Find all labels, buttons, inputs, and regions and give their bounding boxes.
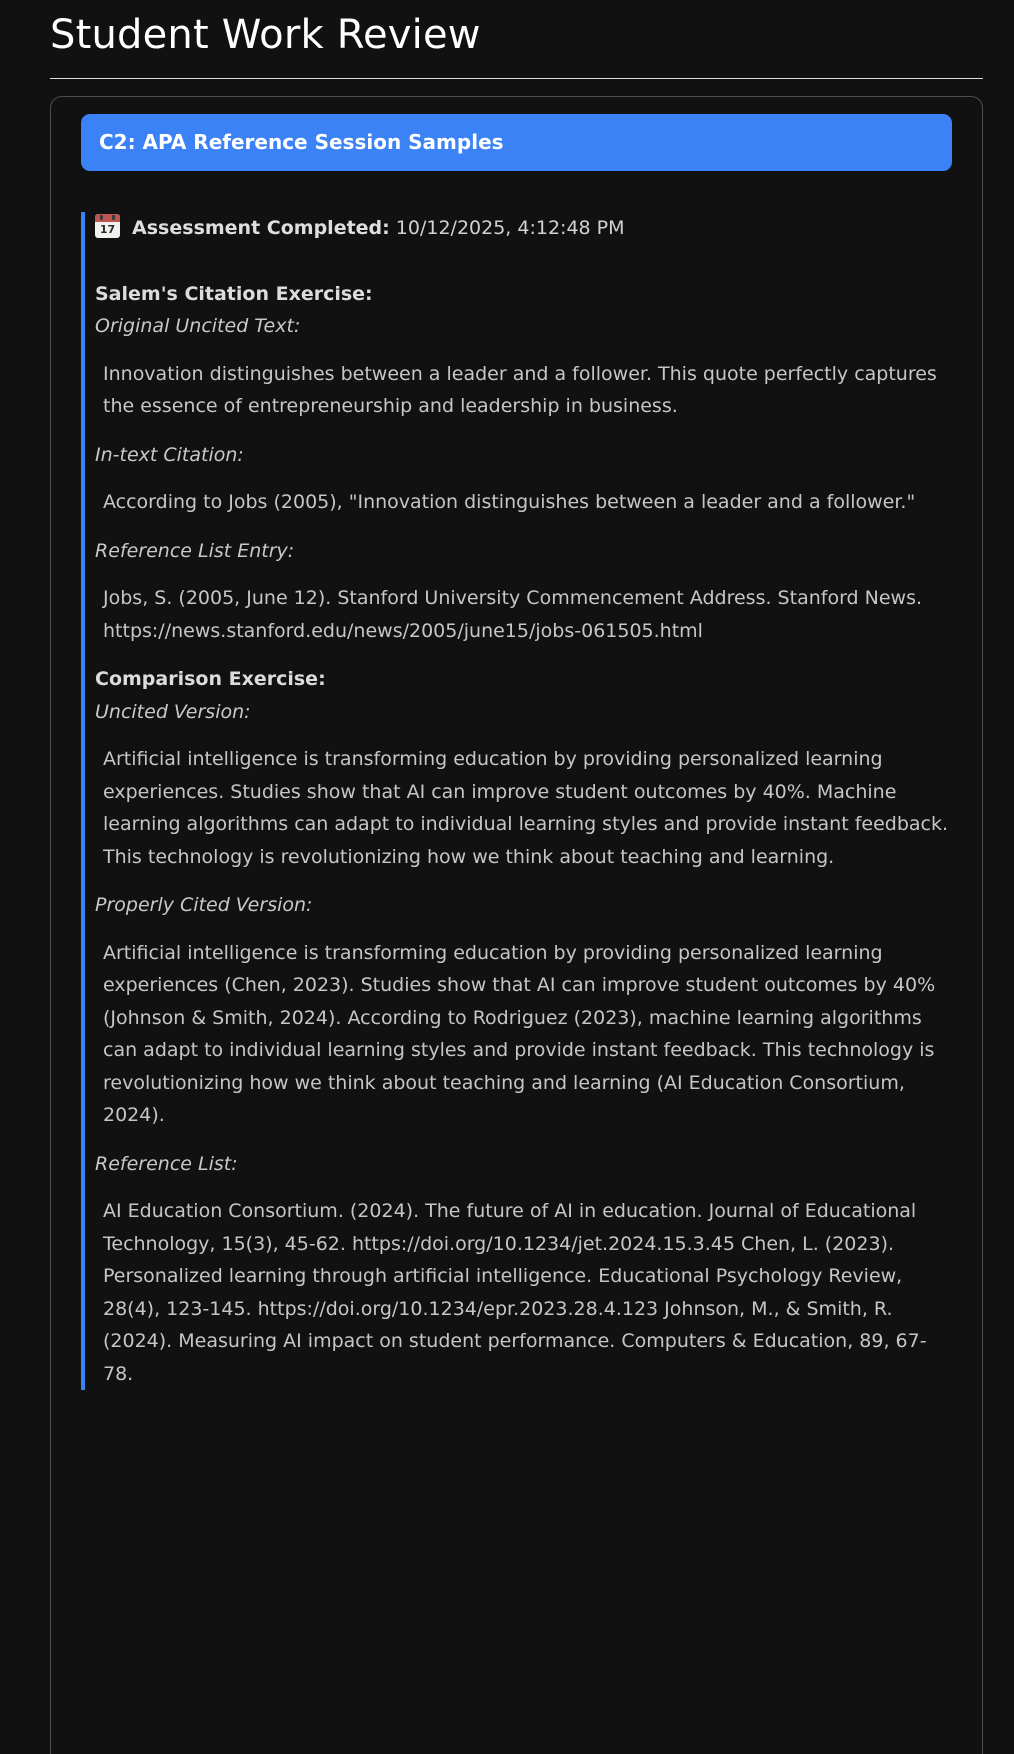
calendar-icon xyxy=(95,214,120,238)
calendar-day: 17 xyxy=(99,223,116,236)
intext-citation-text: According to Jobs (2005), "Innovation distinguishes between a leader and a follower." xyxy=(103,491,916,513)
reference-list-text: AI Education Consortium. (2024). The future of AI in education. Journal of Educational Technology, 15(3), 45-62. https://doi.org/10.1234/jet.2024.15.3.45 Chen, L. (2023). Personalized learning through artificial intelligence. Educational Psychology Review, 28(4), 123-145. https://doi.org/10.1234/epr.2023.28.4.123 Johnson, M., & Smith, R. (2024). Measuring AI impact on student performance. Computers & Education, 89, 67-78. xyxy=(103,1200,927,1385)
assessment-meta xyxy=(95,212,952,245)
assessment-completed-label: Assessment Completed: xyxy=(132,217,390,239)
cited-version-label: Properly Cited Version: xyxy=(95,894,313,916)
page-title: Student Work Review xyxy=(50,12,481,58)
citation-exercise-section xyxy=(95,278,952,343)
uncited-version-label: Uncited Version: xyxy=(95,700,251,723)
original-uncited-text: Innovation distinguishes between a leader and a follower. This quote perfectly captures the essence of entrepreneurship and leadership in business. xyxy=(103,362,937,417)
reference-list-label: Reference List: xyxy=(95,1152,238,1175)
original-uncited-label: Original Uncited Text: xyxy=(95,315,301,337)
comparison-exercise-heading: Comparison Exercise: xyxy=(95,668,326,690)
session-content xyxy=(81,212,952,1390)
intext-citation-label: In-text Citation: xyxy=(95,443,244,466)
uncited-version-text: Artificial intelligence is transforming education by providing personalized learning experiences. Studies show that AI can improve student outcomes by 40%. Machine learning algorithms can adapt to individual learning styles and provide instant feedback. This technology is revolutionizing how we think about teaching and learning. xyxy=(103,748,949,868)
session-header[interactable]: C2: APA Reference Session Samples xyxy=(81,114,952,171)
assessment-timestamp: 10/12/2025, 4:12:48 PM xyxy=(395,217,625,239)
citation-exercise-heading: Salem's Citation Exercise: xyxy=(95,282,373,305)
reference-entry-label: Reference List Entry: xyxy=(95,539,295,562)
session-card xyxy=(50,96,983,1754)
title-divider xyxy=(50,78,983,79)
cited-version-text: Artificial intelligence is transforming education by providing personalized learning experiences (Chen, 2023). Studies show that AI can improve student outcomes by 40% (Johnson & Smith, 2024). According to Rodriguez (2023), machine learning algorithms can adapt to individual learning styles and provide instant feedback. This technology is revolutionizing how we think about teaching and learning (AI Education Consortium, 2024). xyxy=(103,941,936,1126)
comparison-exercise-section xyxy=(95,663,952,728)
reference-entry-text: Jobs, S. (2005, June 12). Stanford University Commencement Address. Stanford News. https://news.stanford.edu/news/2005/june15/jobs-061505.html xyxy=(103,587,923,642)
